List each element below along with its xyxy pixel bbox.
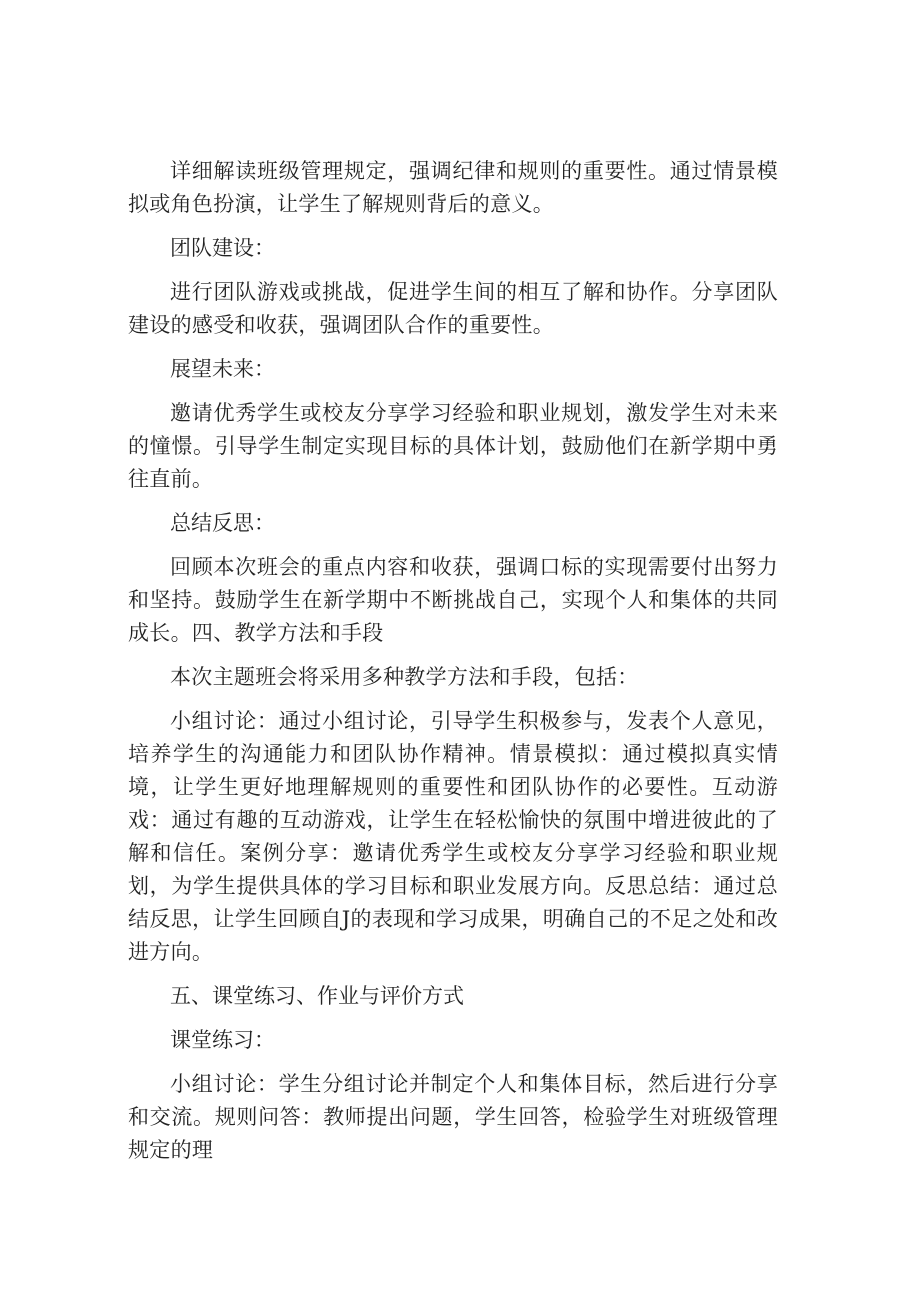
heading-team-building: 团队建设： (170, 236, 275, 260)
paragraph-summary-reflection: 回顾本次班会的重点内容和收获，强调口标的实现需要付出努力和坚持。鼓励学生在新学期中不断挑战自己，实现个人和集体的共同成长。四、教学方法和手段 (128, 555, 778, 645)
paragraph-classroom-practice: 小组讨论：学生分组讨论并制定个人和集体目标，然后进行分享和交流。规则问答：教师提出问题，学生回答，检验学生对班级管理规定的理 (128, 1072, 778, 1162)
paragraph-rules-explanation: 详细解读班级管理规定，强调纪律和规则的重要性。通过情景模拟或角色扮演，让学生了解规则背后的意义。 (128, 159, 778, 216)
paragraph-methods-list: 小组讨论：通过小组讨论，引导学生积极参与，发表个人意见，培养学生的沟通能力和团队协作精神。情景模拟：通过模拟真实情境，让学生更好地理解规则的重要性和团队协作的必要性。互动游戏：通过有趣的互动游戏，让学生在轻松愉快的氛围中增进彼此的了解和信任。案例分享：邀请优秀学生或校友分享学习经验和职业规划，为学生提供具体的学习目标和职业发展方向。反思总结：通过总结反思，让学生回顾自J的表现和学习成果，明确自己的不足之处和改进方向。 (128, 709, 778, 964)
heading-section-five: 五、课堂练习、作业与评价方式 (170, 984, 464, 1008)
heading-classroom-practice: 课堂练习： (170, 1028, 275, 1052)
heading-future-outlook: 展望未来： (170, 357, 275, 381)
heading-summary-reflection: 总结反思： (170, 511, 275, 535)
paragraph-team-building: 进行团队游戏或挑战，促进学生间的相互了解和协作。分享团队建设的感受和收获，强调团队合作的重要性。 (128, 280, 778, 337)
paragraph-future-outlook: 邀请优秀学生或校友分享学习经验和职业规划，激发学生对未来的憧憬。引导学生制定实现目标的具体计划，鼓励他们在新学期中勇往直前。 (128, 401, 778, 491)
document-body (128, 155, 778, 1178)
paragraph-methods-intro: 本次主题班会将采用多种教学方法和手段，包括： (170, 665, 639, 689)
